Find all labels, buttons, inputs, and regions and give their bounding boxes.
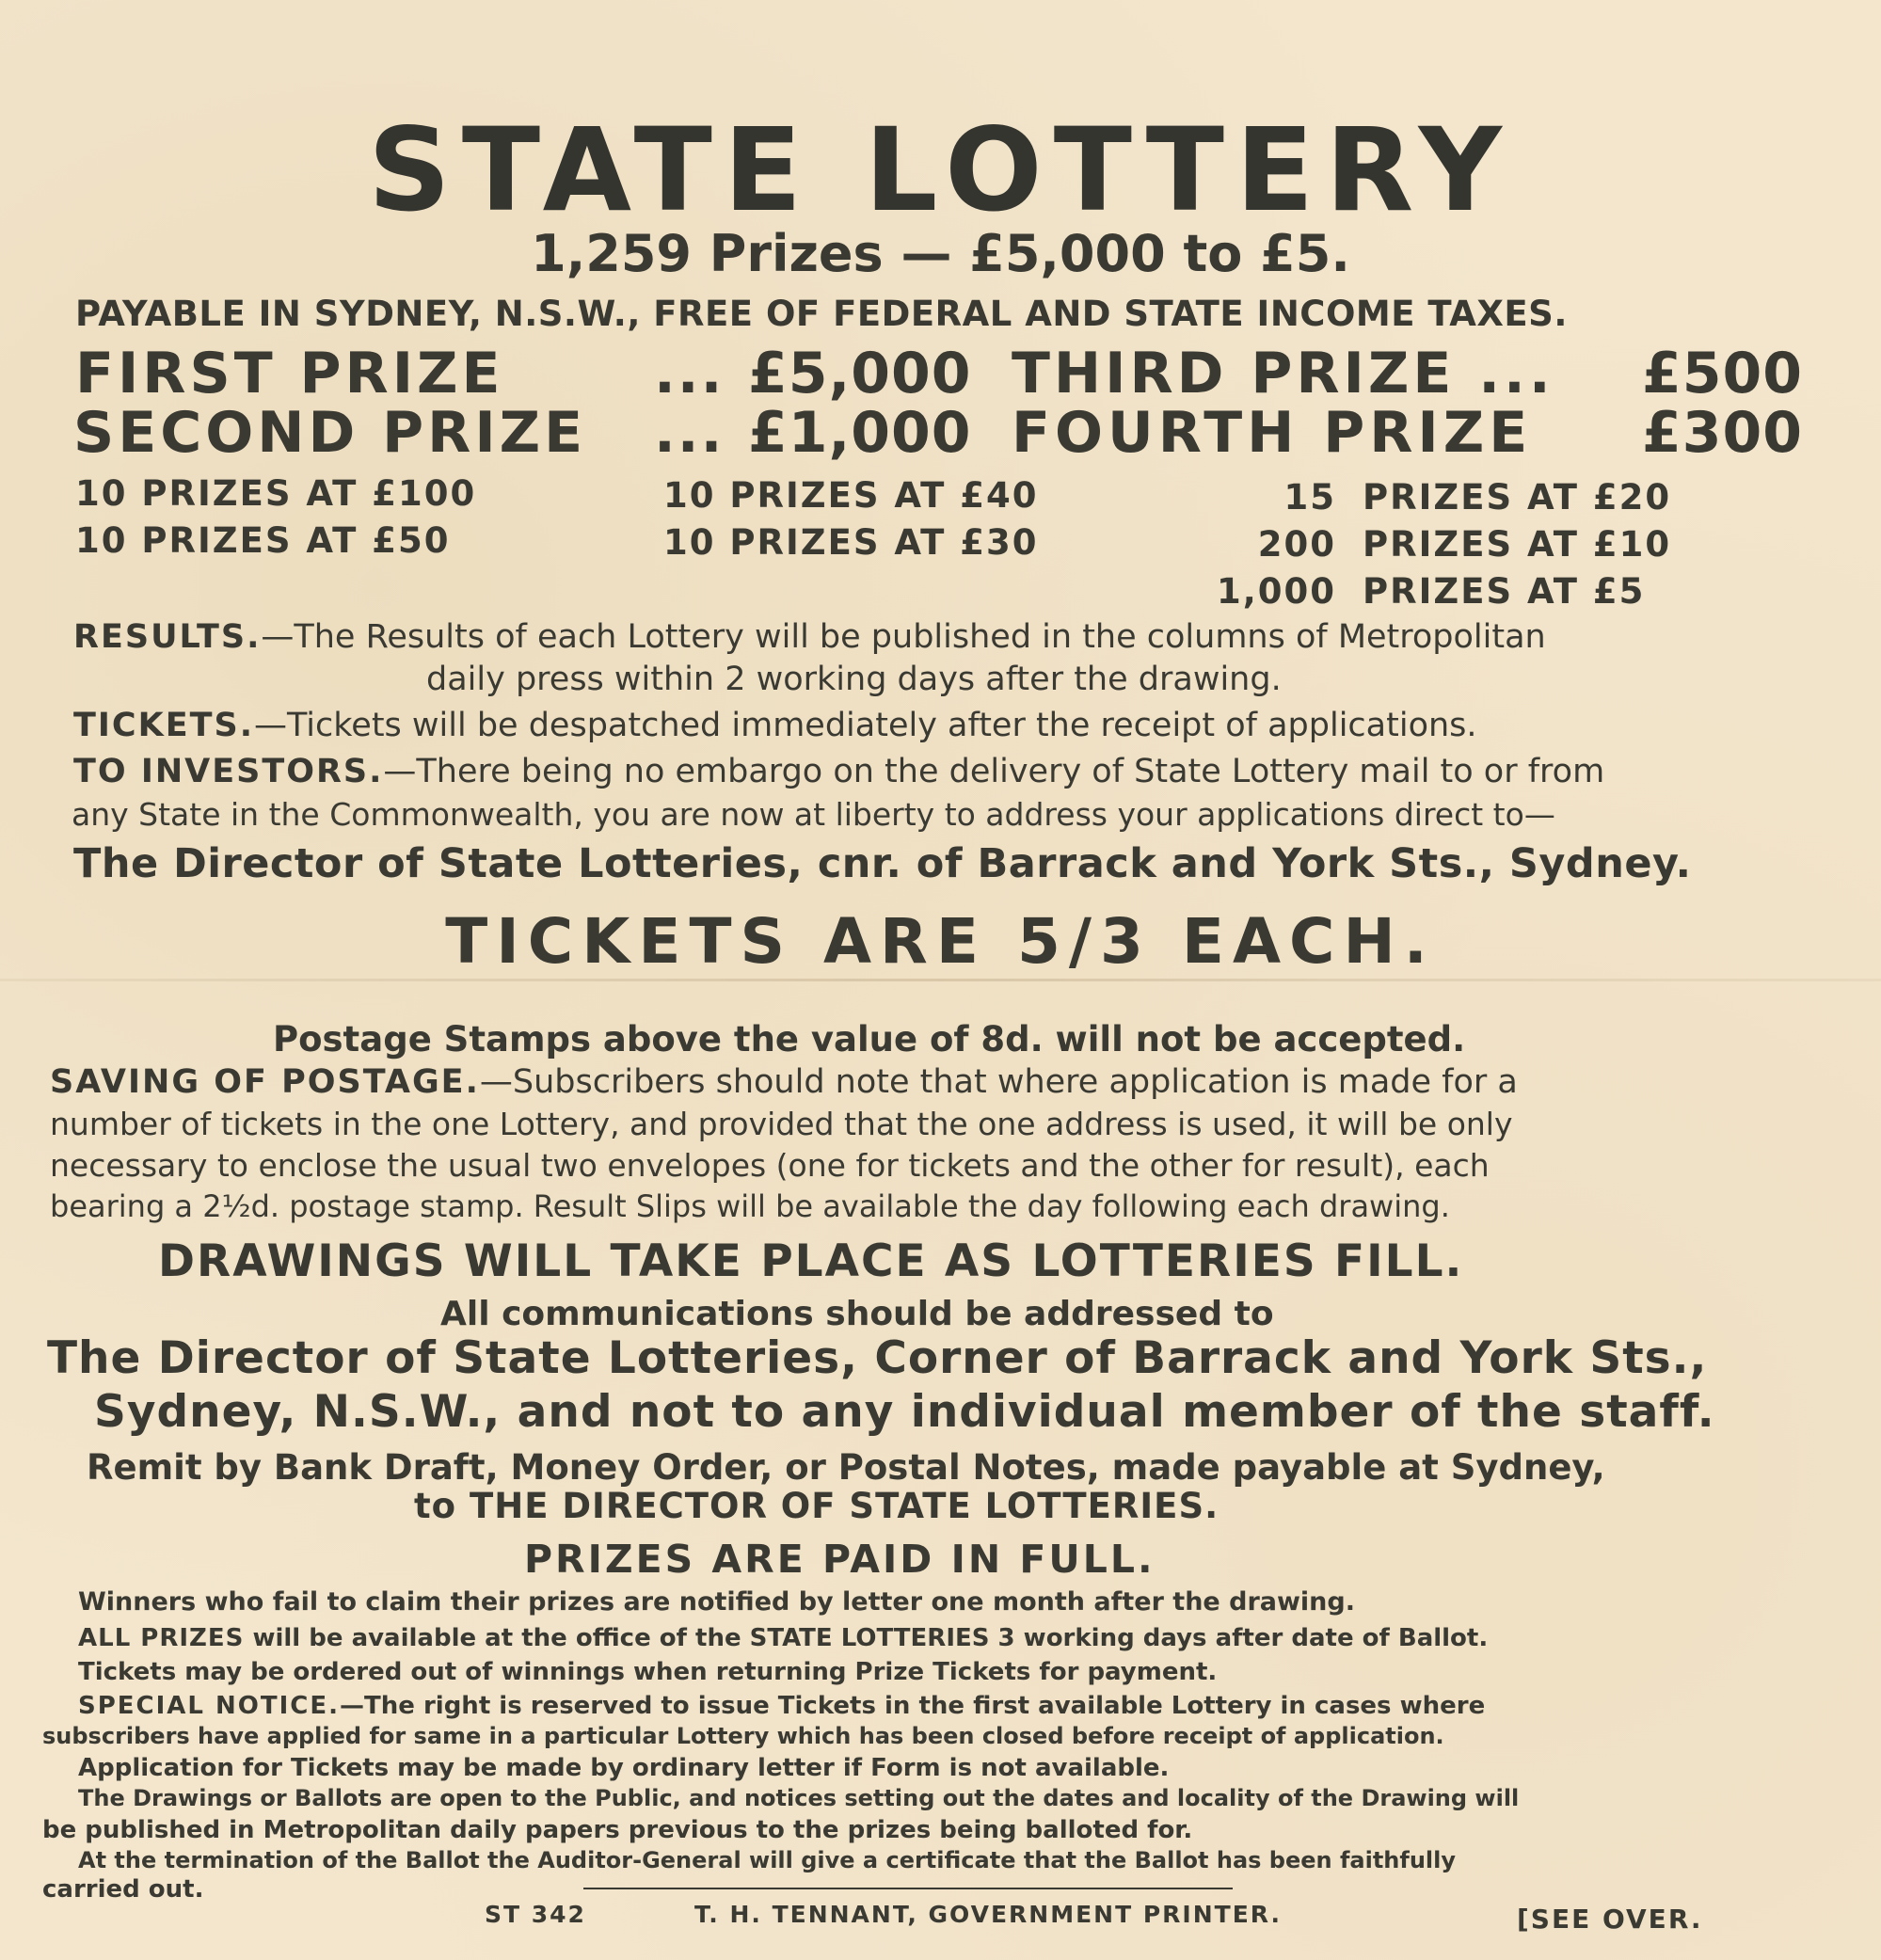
investors-line-2: any State in the Commonwealth, you are now at liberty to address your applications direct to— — [72, 796, 1555, 833]
footer-printer: T. H. TENNANT, GOVERNMENT PRINTER. — [694, 1901, 1282, 1928]
prize-tier-10-count: 200 — [1257, 524, 1336, 565]
saving-postage-line-1: —Subscribers should note that where application is made for a — [479, 1063, 1518, 1101]
third-prize-label: THIRD PRIZE ... — [1012, 341, 1554, 406]
fine-print-auditor-line-1: At the termination of the Ballot the Auditor-General will give a certificate that the Ballot has been faithfully — [78, 1847, 1456, 1873]
payable-notice: PAYABLE IN SYDNEY, N.S.W., FREE OF FEDERAL AND STATE INCOME TAXES. — [75, 294, 1568, 334]
investors-paragraph — [73, 753, 1604, 791]
fine-print-winners: Winners who fail to claim their prizes are notified by letter one month after the drawing. — [78, 1587, 1355, 1617]
ticket-price: TICKETS ARE 5/3 EACH. — [445, 905, 1436, 978]
fine-print-drawings-line-1: The Drawings or Ballots are open to the Public, and notices setting out the dates and locality of the Drawing will — [78, 1785, 1520, 1811]
prize-tier-5-text: PRIZES AT £5 — [1363, 571, 1646, 612]
special-notice-heading: SPECIAL NOTICE. — [78, 1692, 341, 1720]
remit-line-2: to THE DIRECTOR OF STATE LOTTERIES. — [414, 1486, 1219, 1526]
fine-print-ordered: Tickets may be ordered out of winnings when returning Prize Tickets for payment. — [78, 1658, 1218, 1686]
prize-summary: 1,259 Prizes — £5,000 to £5. — [531, 224, 1350, 283]
prize-tier-20-text: PRIZES AT £20 — [1363, 477, 1672, 518]
results-paragraph — [73, 618, 1546, 657]
saving-postage-heading: SAVING OF POSTAGE. — [50, 1063, 480, 1101]
prize-tier-50: 10 PRIZES AT £50 — [75, 520, 451, 561]
first-prize-dots: ... — [654, 341, 725, 406]
special-notice-line-2: subscribers have applied for same in a particular Lottery which has been closed before receipt of application. — [42, 1723, 1444, 1749]
tickets-heading: TICKETS. — [73, 707, 254, 744]
fine-print-auditor-line-2: carried out. — [42, 1875, 204, 1904]
prize-tier-20-count: 15 — [1283, 477, 1336, 518]
tickets-paragraph — [73, 707, 1477, 745]
second-prize-dots: ... — [654, 400, 725, 466]
footer-code: ST 342 — [485, 1901, 586, 1928]
prize-tier-10-text: PRIZES AT £10 — [1363, 524, 1672, 565]
second-prize-label: SECOND PRIZE — [73, 400, 587, 466]
all-prizes-heading: ALL PRIZES — [78, 1624, 245, 1652]
all-prizes-text: will be available at the office of the STATE LOTTERIES 3 working days after date of Ballot. — [244, 1624, 1489, 1652]
communications-line-3: Sydney, N.S.W., and not to any individual member of the staff. — [94, 1386, 1715, 1438]
fine-print-special-notice — [78, 1692, 1485, 1720]
special-notice-line-1: —The right is reserved to issue Tickets in the first available Lottery in cases where — [340, 1692, 1486, 1720]
prize-tier-5-count: 1,000 — [1216, 571, 1336, 612]
results-heading: RESULTS. — [73, 618, 262, 656]
saving-postage-line-2: number of tickets in the one Lottery, and provided that the one address is used, it will be only — [50, 1106, 1513, 1142]
saving-postage-paragraph — [50, 1063, 1518, 1101]
investors-heading: TO INVESTORS. — [73, 753, 384, 790]
footer-divider — [583, 1888, 1233, 1889]
prize-tier-100: 10 PRIZES AT £100 — [75, 473, 477, 514]
fourth-prize-amount: £300 — [1642, 400, 1803, 466]
paid-in-full: PRIZES ARE PAID IN FULL. — [524, 1537, 1156, 1582]
results-line-1: —The Results of each Lottery will be published in the columns of Metropolitan — [261, 618, 1546, 656]
director-address: The Director of State Lotteries, cnr. of Barrack and York Sts., Sydney. — [73, 840, 1692, 887]
first-prize-amount: £5,000 — [748, 341, 972, 406]
saving-postage-line-3: necessary to enclose the usual two envelopes (one for tickets and the other for result), each — [50, 1147, 1490, 1184]
prize-tier-30: 10 PRIZES AT £30 — [663, 522, 1039, 563]
paper-fold-crease — [0, 979, 1881, 981]
prize-tier-40: 10 PRIZES AT £40 — [663, 475, 1039, 516]
remit-line-1: Remit by Bank Draft, Money Order, or Postal Notes, made payable at Sydney, — [87, 1447, 1605, 1488]
first-prize-label: FIRST PRIZE — [75, 341, 504, 406]
fine-print-all-prizes — [78, 1624, 1488, 1652]
drawings-notice: DRAWINGS WILL TAKE PLACE AS LOTTERIES FILL. — [158, 1235, 1464, 1287]
fine-print-application: Application for Tickets may be made by ordinary letter if Form is not available. — [78, 1754, 1170, 1782]
saving-postage-line-4: bearing a 2½d. postage stamp. Result Slips will be available the day following each drawing. — [50, 1188, 1450, 1224]
postage-stamps-notice: Postage Stamps above the value of 8d. will not be accepted. — [273, 1019, 1466, 1060]
fourth-prize-label: FOURTH PRIZE — [1012, 400, 1533, 466]
third-prize-amount: £500 — [1642, 341, 1803, 406]
page-title: STATE LOTTERY — [368, 104, 1513, 237]
footer-see-over: [SEE OVER. — [1517, 1904, 1703, 1935]
communications-line-2: The Director of State Lotteries, Corner of Barrack and York Sts., — [47, 1332, 1708, 1384]
fine-print-drawings-line-2: be published in Metropolitan daily papers previous to the prizes being balloted for. — [42, 1816, 1193, 1844]
investors-line-1: —There being no embargo on the delivery of State Lottery mail to or from — [383, 753, 1605, 790]
tickets-text: —Tickets will be despatched immediately after the receipt of applications. — [254, 707, 1477, 744]
results-line-2: daily press within 2 working days after the drawing. — [426, 661, 1282, 698]
communications-line-1: All communications should be addressed to — [440, 1295, 1274, 1333]
second-prize-amount: £1,000 — [748, 400, 972, 466]
